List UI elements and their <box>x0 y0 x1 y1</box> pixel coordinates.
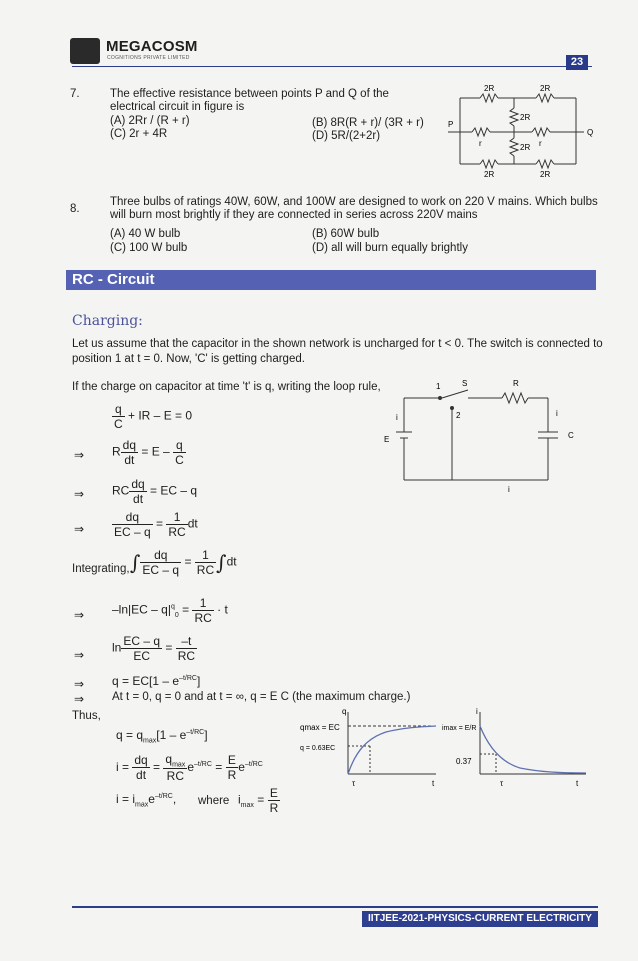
q8-option-a: (A) 40 W bulb <box>110 228 181 240</box>
current-vs-time-graph <box>440 706 590 790</box>
q7-option-a: (A) 2Rr / (R + r) <box>110 115 190 127</box>
thus-label: Thus, <box>72 710 101 722</box>
switch-pos-1: 1 <box>436 382 441 391</box>
page-number: 23 <box>566 55 588 70</box>
graph1-y-label: q <box>342 707 347 716</box>
graph2-037-label: 0.37 <box>456 757 472 766</box>
where-label: where <box>198 795 230 807</box>
q7-resistor-network-figure <box>448 82 594 180</box>
brand-logo-icon <box>70 38 100 64</box>
capacitor-label: C <box>568 431 574 440</box>
fig-label-r-right: r <box>539 139 542 148</box>
fig-label-top-right: 2R <box>540 84 551 93</box>
q8-option-b: (B) 60W bulb <box>312 228 380 240</box>
implies-arrow-1: ⇒ <box>74 448 85 462</box>
eq-i-imax: $i = i_{max}e^{-t/RC}$, <box>116 792 177 809</box>
eq-differential-1: R $\frac{dq}{dt}$ = E – $\frac{q}{C}$ <box>112 438 184 467</box>
fig-label-mid-bottom: 2R <box>520 143 531 152</box>
eq-current: i = $\frac{dq}{dt}$ = $\frac{q_{max}}{RC}$ $e^{-t/RC}$ = $\frac{E}{R}$ $e^{-t/RC}$ <box>116 752 263 784</box>
battery-label: E <box>384 435 390 444</box>
integrating-label: Integrating, <box>72 563 130 575</box>
loop-rule-line: If the charge on capacitor at time 't' is q, writing the loop rule, <box>72 381 381 393</box>
header-rule <box>72 66 592 67</box>
q7-text-2: electrical circuit in figure is <box>110 101 245 113</box>
implies-arrow-6: ⇒ <box>74 677 85 691</box>
q7-option-c: (C) 2r + 4R <box>110 128 168 140</box>
fig-label-q: Q <box>587 128 594 137</box>
eq-separated: $\frac{dq}{EC - q}$ = $\frac{1}{RC}$ dt <box>114 510 198 539</box>
graph1-qmax-label: qmax = EC <box>300 723 340 732</box>
footer-label: IITJEE-2021-PHYSICS-CURRENT ELECTRICITY <box>362 911 598 927</box>
q8-option-c: (C) 100 W bulb <box>110 242 188 254</box>
section-subtitle: Charging: <box>72 313 143 329</box>
graph2-t-label: t <box>576 779 579 788</box>
implies-arrow-3: ⇒ <box>74 522 85 536</box>
fig-label-p: P <box>448 120 454 129</box>
eq-imax-def: $i_{max}$ = $\frac{E}{R}$ <box>238 786 279 815</box>
q8-option-d: (D) all will burn equally brightly <box>312 242 468 254</box>
resistor-label: R <box>513 379 519 388</box>
switch-pos-2: 2 <box>456 411 461 420</box>
fig-label-r-left: r <box>479 139 482 148</box>
eq-loop-rule: $\frac{q}{C}$ + IR – E = 0 <box>114 402 193 431</box>
q7-text-1: The effective resistance between points P and Q of the <box>110 88 389 100</box>
footer-rule <box>72 906 598 908</box>
intro-line-2: position 1 at t = 0. Now, 'C' is getting charged. <box>72 353 305 365</box>
charge-vs-time-graph <box>296 706 442 790</box>
eq-q-qmax: $q = q_{max}[1 - e^{-t/RC}]$ <box>116 728 208 745</box>
switch-label: S <box>462 379 468 388</box>
eq-charge-solution: $q = EC[1 - e^{-t/RC}]$ <box>112 674 201 688</box>
current-label-right: i <box>556 409 558 418</box>
graph2-y-label: i <box>476 707 478 716</box>
q7-option-d: (D) 5R/(2+2r) <box>312 130 381 142</box>
brand-subtitle: COGNITIONS PRIVATE LIMITED <box>107 55 190 61</box>
fig-label-top-left: 2R <box>484 84 495 93</box>
eq-log-limits: $-\ln|EC - q|^q_0$ = $\frac{1}{RC}$ · t <box>112 596 228 625</box>
q8-text-1: Three bulbs of ratings 40W, 60W, and 100W are designed to work on 220 V mains. Which bulbs <box>110 196 598 208</box>
initial-final-condition: At t = 0, q = 0 and at t = ∞, q = E C (the maximum charge.) <box>112 691 411 703</box>
q7-option-b: (B) 8R(R + r)/ (3R + r) <box>312 117 424 129</box>
section-banner <box>66 270 596 290</box>
brand-name: MEGACOSM <box>106 38 198 55</box>
q7-number: 7. <box>70 88 80 100</box>
graph1-t-label: t <box>432 779 435 788</box>
current-label-bottom: i <box>508 485 510 494</box>
fig-label-bot-right: 2R <box>540 170 551 179</box>
implies-arrow-2: ⇒ <box>74 487 85 501</box>
graph1-q063-label: q = 0.63EC <box>300 745 336 752</box>
current-label-left: i <box>396 413 398 422</box>
eq-integral: ∫ $\frac{dq}{EC - q}$ = $\frac{1}{RC}$ ∫dt <box>130 548 237 577</box>
fig-label-mid-top: 2R <box>520 113 531 122</box>
q8-number: 8. <box>70 203 80 215</box>
rc-circuit-diagram <box>378 376 598 498</box>
graph2-imax-label: imax = E/R <box>442 725 477 732</box>
implies-arrow-4: ⇒ <box>74 608 85 622</box>
section-title: RC - Circuit <box>72 271 155 288</box>
graph2-tau-label: τ <box>500 779 504 788</box>
eq-differential-2: RC $\frac{dq}{dt}$ = EC – q <box>112 477 198 506</box>
implies-arrow-7: ⇒ <box>74 692 85 706</box>
eq-log-ratio: ln $\frac{EC - q}{EC}$ = $\frac{-t}{RC}$ <box>112 634 196 663</box>
intro-line-1: Let us assume that the capacitor in the shown network is uncharged for t < 0. The switch is connected to <box>72 338 603 350</box>
fig-label-bot-left: 2R <box>484 170 495 179</box>
graph1-tau-label: τ <box>352 779 356 788</box>
implies-arrow-5: ⇒ <box>74 648 85 662</box>
q8-text-2: will burn most brightly if they are connected in series across 220V mains <box>110 209 478 221</box>
